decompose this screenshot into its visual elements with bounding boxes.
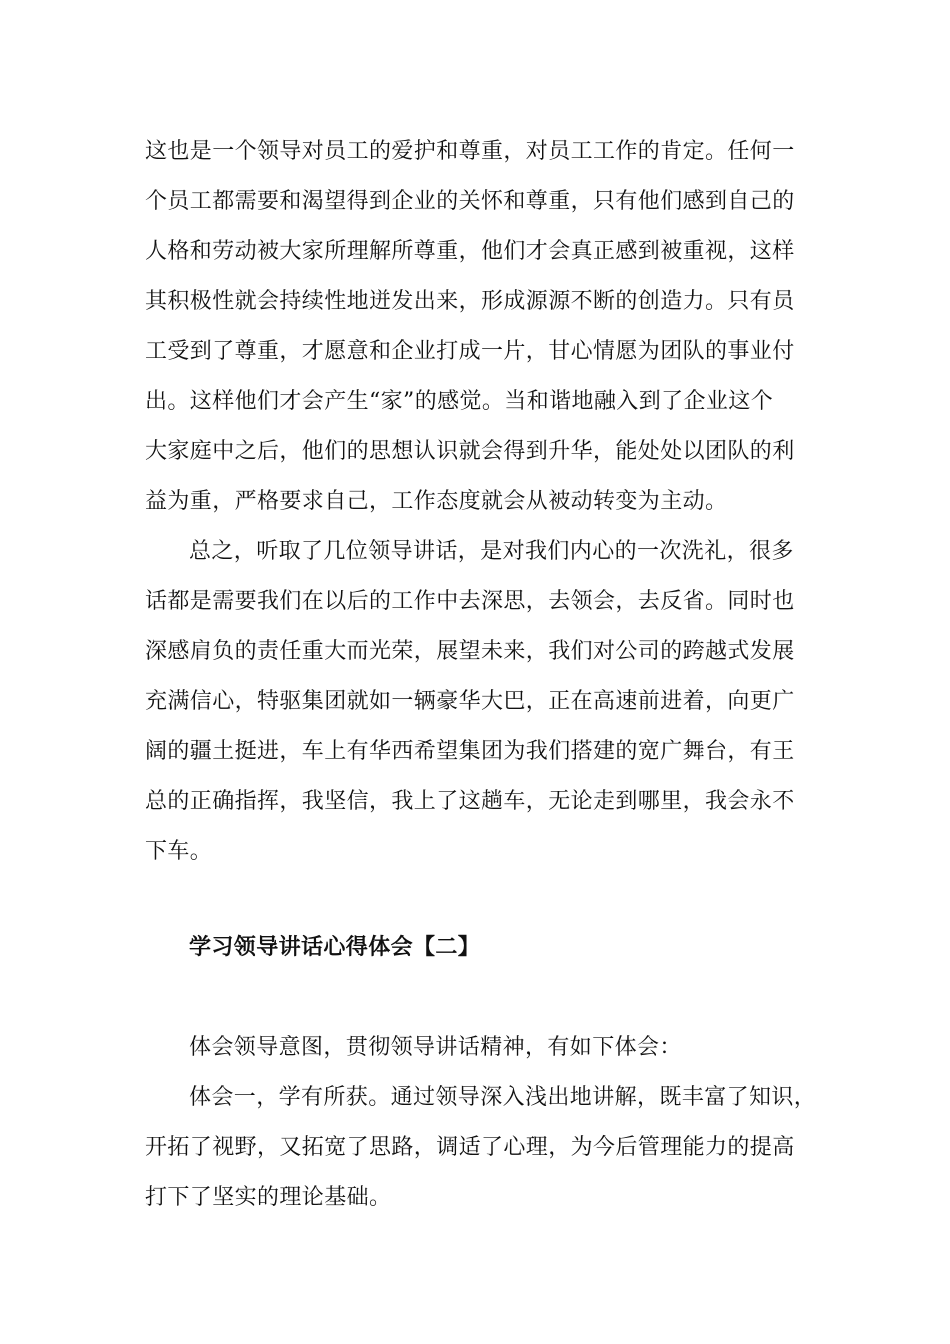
paragraph-line: 体会领导意图，贯彻领导讲话精神，有如下体会：	[189, 1035, 682, 1060]
paragraph-line: 充满信心，特驱集团就如一辆豪华大巴，正在高速前进着，向更广	[145, 689, 795, 714]
paragraph-line: 其积极性就会持续性地迸发出来，形成源源不断的创造力。只有员	[145, 289, 795, 314]
paragraph-line: 总的正确指挥，我坚信，我上了这趟车，无论走到哪里，我会永不	[145, 789, 795, 814]
paragraph-line: 工受到了尊重，才愿意和企业打成一片，甘心情愿为团队的事业付	[145, 339, 795, 364]
paragraph-line: 打下了坚实的理论基础。	[145, 1185, 392, 1210]
paragraph-line: 人格和劳动被大家所理解所尊重，他们才会真正感到被重视，这样	[145, 239, 795, 264]
paragraph-line: 益为重，严格要求自己，工作态度就会从被动转变为主动。	[145, 489, 728, 514]
paragraph-line: 阔的疆土挺进，车上有华西希望集团为我们搭建的宽广舞台，有王	[145, 739, 795, 764]
paragraph-line: 个员工都需要和渴望得到企业的关怀和尊重，只有他们感到自己的	[145, 189, 795, 214]
section-heading: 学习领导讲话心得体会【二】	[189, 934, 481, 960]
paragraph-line: 深感肩负的责任重大而光荣，展望未来，我们对公司的跨越式发展	[145, 639, 795, 664]
paragraph-line: 出。这样他们才会产生“家”的感觉。当和谐地融入到了企业这个	[145, 389, 774, 414]
paragraph-line: 下车。	[145, 839, 213, 864]
paragraph-line: 话都是需要我们在以后的工作中去深思，去领会，去反省。同时也	[145, 589, 795, 614]
paragraph-line: 这也是一个领导对员工的爱护和尊重，对员工工作的肯定。任何一	[145, 139, 795, 164]
paragraph-line: 大家庭中之后，他们的思想认识就会得到升华，能处处以团队的利	[145, 439, 795, 464]
paragraph-line: 体会一，学有所获。通过领导深入浅出地讲解，既丰富了知识，	[189, 1085, 817, 1110]
paragraph-line: 开拓了视野，又拓宽了思路，调适了心理，为今后管理能力的提高	[145, 1135, 795, 1160]
paragraph-line: 总之，听取了几位领导讲话，是对我们内心的一次洗礼，很多	[189, 539, 794, 564]
